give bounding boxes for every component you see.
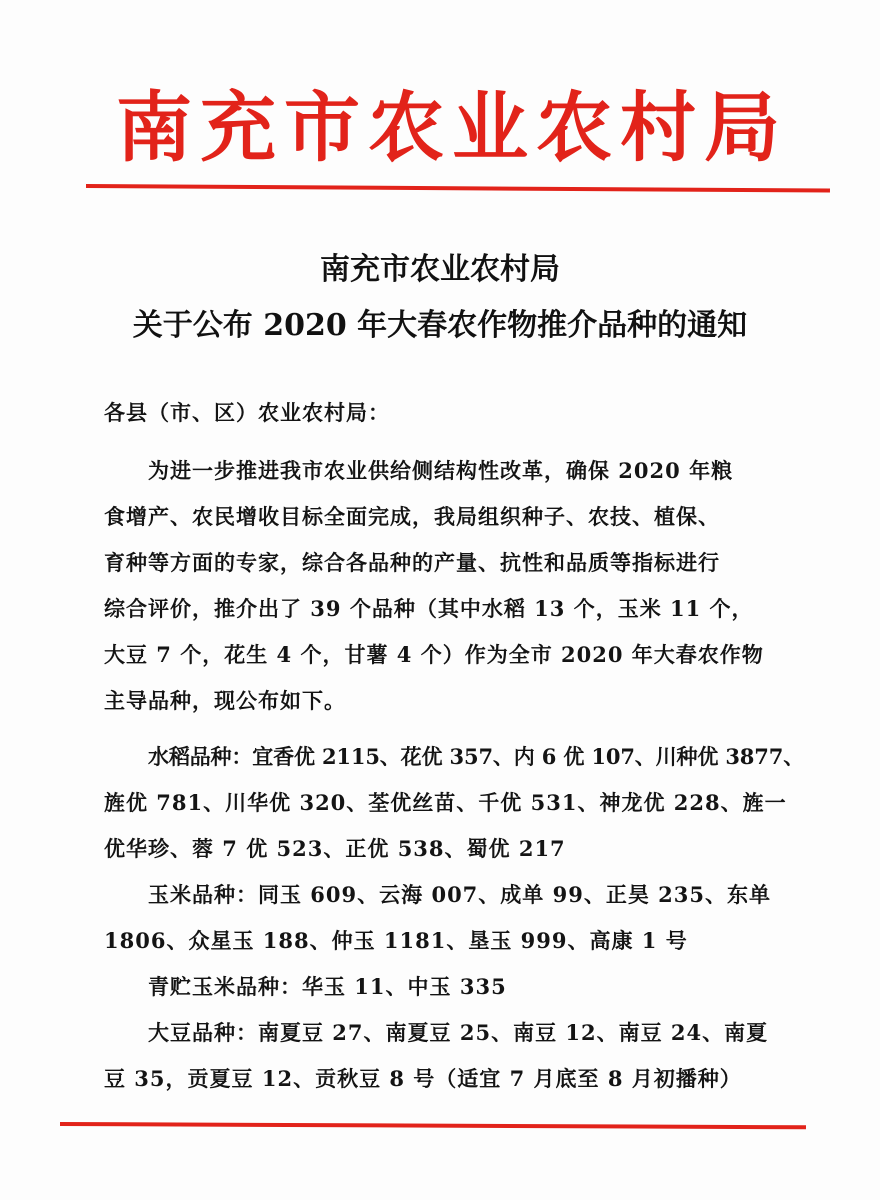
salutation: 各县（市、区）农业农村局： bbox=[104, 400, 390, 425]
corn-varieties-line: 1806、众星玉 188、仲玉 1181、垦玉 999、高康 1 号 bbox=[104, 928, 688, 953]
document-title-line-2: 关于公布 2020 年大春农作物推介品种的通知 bbox=[132, 308, 748, 343]
silage-corn-varieties-line: 青贮玉米品种：华玉 11、中玉 335 bbox=[148, 974, 507, 999]
soybean-varieties-line: 豆 35，贡夏豆 12、贡秋豆 8 号（适宜 7 月底至 8 月初播种） bbox=[104, 1066, 742, 1091]
rice-varieties-line: 水稻品种：宜香优 2115、花优 357、内 6 优 107、川种优 3877、 bbox=[148, 744, 805, 769]
rice-varieties-line: 旌优 781、川华优 320、荃优丝苗、千优 531、神龙优 228、旌一 bbox=[104, 790, 787, 815]
agency-masthead: 南充市农业农村局 bbox=[116, 83, 788, 172]
corn-varieties-line: 玉米品种：同玉 609、云海 007、成单 99、正昊 235、东单 bbox=[148, 882, 771, 907]
document-title-line-1: 南充市农业农村局 bbox=[320, 252, 560, 287]
rice-varieties-line: 优华珍、蓉 7 优 523、正优 538、蜀优 217 bbox=[104, 836, 566, 861]
intro-line: 综合评价，推介出了 39 个品种（其中水稻 13 个，玉米 11 个， bbox=[104, 596, 754, 621]
soybean-varieties-line: 大豆品种：南夏豆 27、南夏豆 25、南豆 12、南豆 24、南夏 bbox=[148, 1020, 769, 1045]
intro-line: 育种等方面的专家，综合各品种的产量、抗性和品质等指标进行 bbox=[104, 550, 720, 575]
intro-line: 食增产、农民增收目标全面完成，我局组织种子、农技、植保、 bbox=[104, 504, 720, 529]
document-body bbox=[104, 0, 804, 1200]
intro-line: 主导品种，现公布如下。 bbox=[104, 688, 346, 713]
intro-line: 大豆 7 个，花生 4 个，甘薯 4 个）作为全市 2020 年大春农作物 bbox=[104, 642, 764, 667]
intro-line: 为进一步推进我市农业供给侧结构性改革，确保 2020 年粮 bbox=[148, 458, 734, 483]
